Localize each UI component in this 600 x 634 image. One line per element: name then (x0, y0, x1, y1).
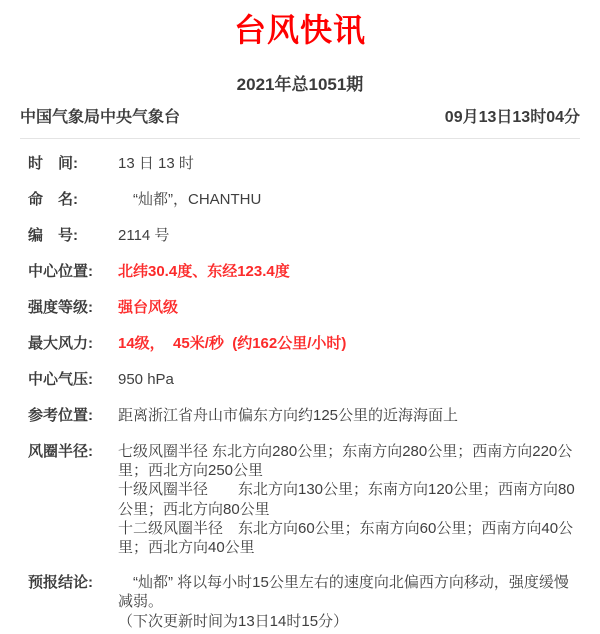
bulletin-body (0, 139, 600, 631)
row-label-forecast-conclusion: 预报结论: (28, 574, 93, 592)
info-row-reference-position (0, 406, 600, 426)
row-label-name: 命 名: (28, 191, 78, 208)
row-label-max-wind: 最大风力: (28, 335, 93, 352)
row-label-time: 时 间: (28, 155, 78, 172)
row-value-max-wind: 14级， 45米/秒 (约162公里/小时) (118, 335, 347, 352)
row-value-line: （下次更新时间为13日14时15分） (118, 612, 349, 630)
info-row-forecast-conclusion (0, 573, 600, 631)
info-row-max-wind (0, 334, 600, 354)
row-label-center-position: 中心位置: (28, 263, 93, 280)
row-value-intensity-level: 强台风级 (118, 299, 179, 316)
row-value-wind-circle-radius (118, 442, 578, 557)
info-row-intensity-level (0, 298, 600, 318)
row-label-center-pressure: 中心气压: (28, 371, 93, 388)
agency-name: 中国气象局中央气象台 (20, 109, 181, 126)
info-row-center-pressure (0, 370, 600, 390)
info-row-center-position (0, 262, 600, 282)
page-title: 台风快讯 (233, 12, 366, 48)
info-row-wind-circle-radius (0, 442, 600, 557)
row-value-line: “灿都” 将以每小时15公里左右的速度向北偏西方向移动，强度缓慢减弱。 (118, 574, 569, 611)
info-row-number (0, 226, 600, 246)
row-value-time: 13 日 13 时 (118, 155, 194, 172)
issue-number: 2021年总1051期 (236, 75, 364, 94)
info-row-name (0, 190, 600, 210)
row-value-line: 十级风圈半径 东北方向130公里；东南方向120公里；西南方向80公里；西北方向80公里 (118, 481, 575, 518)
row-label-reference-position: 参考位置: (28, 407, 93, 424)
info-row-time (0, 154, 600, 174)
row-value-name: “灿都”，CHANTHU (118, 191, 262, 208)
row-value-center-pressure: 950 hPa (118, 371, 174, 388)
row-value-number: 2114 号 (118, 227, 170, 244)
row-value-line: 十二级风圈半径 东北方向60公里；东南方向60公里；西南方向40公里；西北方向40公里 (118, 519, 574, 556)
row-value-line: 七级风圈半径 东北方向280公里；东南方向280公里；西南方向220公里；西北方向250公里 (118, 443, 573, 480)
row-label-intensity-level: 强度等级: (28, 299, 93, 316)
issue-datetime: 09月13日13时04分 (444, 109, 580, 126)
row-value-reference-position: 距离浙江省舟山市偏东方向约125公里的近海海面上 (118, 407, 459, 424)
row-label-wind-circle-radius: 风圈半径: (28, 443, 93, 460)
header-row (0, 108, 600, 128)
row-value-forecast-conclusion (118, 573, 578, 631)
row-label-number: 编 号: (28, 227, 78, 244)
row-value-center-position: 北纬30.4度、东经123.4度 (118, 263, 290, 280)
